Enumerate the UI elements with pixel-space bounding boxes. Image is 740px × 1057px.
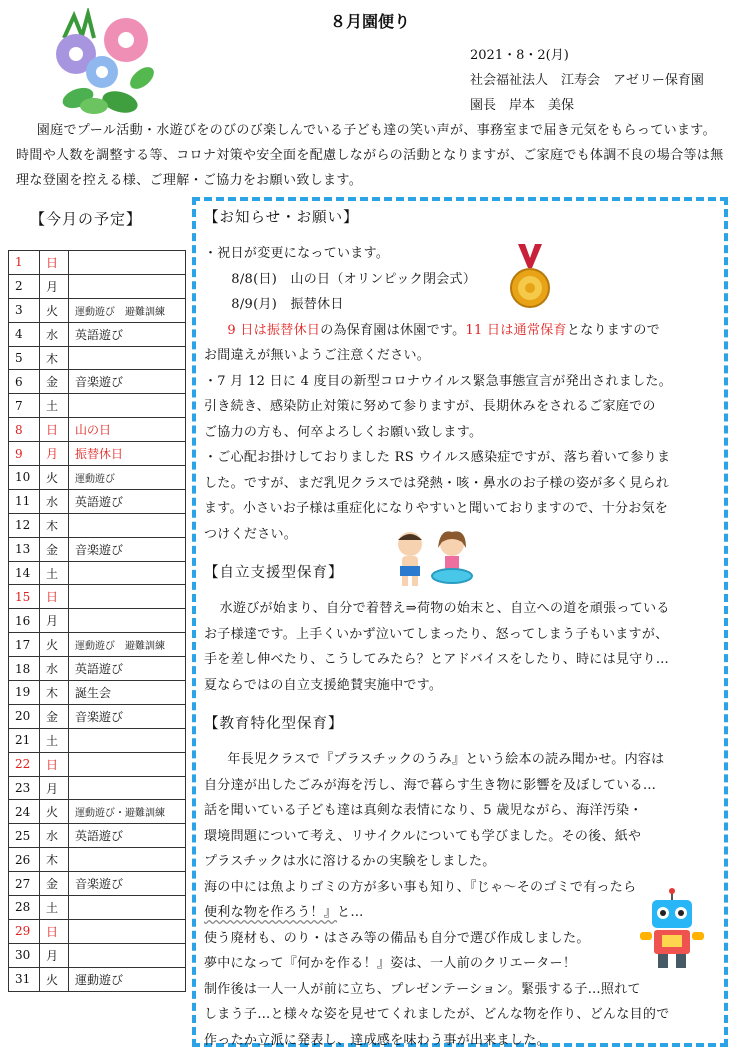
- schedule-weekday: 月: [40, 609, 69, 633]
- schedule-day: 25: [9, 824, 40, 848]
- schedule-event: [69, 561, 186, 585]
- schedule-weekday: 水: [40, 489, 69, 513]
- schedule-event: 運動遊び 避難訓練: [69, 633, 186, 657]
- schedule-day: 18: [9, 657, 40, 681]
- schedule-day: 21: [9, 728, 40, 752]
- schedule-event: [69, 919, 186, 943]
- schedule-weekday: 木: [40, 513, 69, 537]
- education-line: プラスチックは水に溶けるかの実験をしました。: [204, 854, 496, 869]
- schedule-weekday: 金: [40, 537, 69, 561]
- schedule-row: [9, 346, 186, 370]
- schedule-row: [9, 657, 186, 681]
- schedule-event: [69, 896, 186, 920]
- support-line: 水遊びが始まり、自分で着替え⇒荷物の始末と、自立への道を頑張っている: [219, 601, 670, 616]
- schedule-row: [9, 513, 186, 537]
- schedule-event: [69, 776, 186, 800]
- schedule-day: 17: [9, 633, 40, 657]
- schedule-row: [9, 681, 186, 705]
- schedule-event: [69, 609, 186, 633]
- schedule-row: [9, 322, 186, 346]
- schedule-row: [9, 585, 186, 609]
- schedule-weekday: 水: [40, 657, 69, 681]
- schedule-row: [9, 561, 186, 585]
- schedule-weekday: 日: [40, 418, 69, 442]
- header-info: [470, 43, 704, 118]
- schedule-weekday: 月: [40, 442, 69, 466]
- education-heading: 【教育特化型保育】: [204, 716, 344, 732]
- schedule-row: [9, 824, 186, 848]
- schedule-row: [9, 537, 186, 561]
- schedule-weekday: 木: [40, 346, 69, 370]
- schedule-event: [69, 394, 186, 418]
- schedule-weekday: 木: [40, 681, 69, 705]
- schedule-day: 8: [9, 418, 40, 442]
- schedule-row: [9, 704, 186, 728]
- schedule-event: 振替休日: [69, 442, 186, 466]
- schedule-event: 運動遊び 避難訓練: [69, 298, 186, 322]
- schedule-weekday: 月: [40, 776, 69, 800]
- schedule-row: [9, 848, 186, 872]
- notice-line: ・7 月 12 日に 4 度目の新型コロナウイルス緊急事態宣言が発出されました。: [204, 373, 672, 389]
- education-line: 話を聞いている子ども達は真剣な表情になり、5 歳児ながら、海洋汚染・: [204, 803, 643, 818]
- issue-date: 2021・8・2(月): [470, 48, 569, 63]
- schedule-event: 音楽遊び: [69, 370, 186, 394]
- schedule-day: 2: [9, 274, 40, 298]
- notice-line: 9 日は振替休日の為保育園は休園です。11 日は通常保育となりますので: [227, 322, 660, 338]
- schedule-row: [9, 442, 186, 466]
- schedule-weekday: 火: [40, 633, 69, 657]
- schedule-event: [69, 943, 186, 967]
- education-line: 環境問題について考え、リサイクルについても学びました。その後、紙や: [204, 828, 642, 844]
- schedule-weekday: 金: [40, 704, 69, 728]
- notice-heading: 【お知らせ・お願い】: [204, 210, 359, 226]
- schedule-event: 山の日: [69, 418, 186, 442]
- schedule-day: 6: [9, 370, 40, 394]
- schedule-row: [9, 943, 186, 967]
- schedule-weekday: 日: [40, 752, 69, 776]
- schedule-day: 23: [9, 776, 40, 800]
- education-line: 便利な物を作ろう！』と…: [204, 905, 364, 920]
- schedule-day: 28: [9, 896, 40, 920]
- schedule-row: [9, 800, 186, 824]
- schedule-event: [69, 274, 186, 298]
- schedule-event: 運動遊び: [69, 466, 186, 490]
- schedule-row: [9, 274, 186, 298]
- schedule-weekday: 木: [40, 848, 69, 872]
- schedule-row: [9, 251, 186, 275]
- education-line: 作ったか立派に発表し、達成感を味わう事が出来ました。: [204, 1032, 550, 1048]
- support-heading: 【自立支援型保育】: [204, 565, 344, 581]
- notice-line: 8/9(月) 振替休日: [231, 297, 344, 312]
- notice-content: [204, 204, 724, 1053]
- schedule-row: [9, 633, 186, 657]
- schedule-event: 運動遊び・避難訓練: [69, 800, 186, 824]
- schedule-row: [9, 298, 186, 322]
- schedule-row: [9, 752, 186, 776]
- education-line: 年長児クラスで『プラスチックのうみ』という絵本の読み聞かせ。内容は: [227, 752, 665, 767]
- schedule-day: 3: [9, 298, 40, 322]
- schedule-row: [9, 370, 186, 394]
- notice-line: ます。小さいお子様は重症化になりやすいと聞いておりますので、十分お気を: [204, 501, 669, 516]
- schedule-day: 9: [9, 442, 40, 466]
- schedule-weekday: 火: [40, 800, 69, 824]
- schedule-row: [9, 896, 186, 920]
- schedule-event: 英語遊び: [69, 824, 186, 848]
- education-line: しまう子…と様々な姿を見せてくれましたが、どんな物を作り、どんな目的で: [204, 1007, 670, 1022]
- support-line: 夏ならではの自立支援絶賛実施中です。: [204, 677, 443, 693]
- schedule-row: [9, 489, 186, 513]
- organization-name: 社会福祉法人 江寿会 アゼリー保育園: [470, 73, 704, 88]
- notice-line: お間違えが無いようご注意ください。: [204, 348, 431, 363]
- notice-line: 引き続き、感染防止対策に努めて参りますが、長期休みをされるご家庭での: [204, 399, 656, 414]
- schedule-weekday: 日: [40, 251, 69, 275]
- schedule-event: [69, 251, 186, 275]
- schedule-day: 15: [9, 585, 40, 609]
- schedule-event: 音楽遊び: [69, 704, 186, 728]
- schedule-weekday: 水: [40, 824, 69, 848]
- schedule-event: [69, 346, 186, 370]
- schedule-event: [69, 848, 186, 872]
- schedule-event: [69, 513, 186, 537]
- schedule-event: 音楽遊び: [69, 872, 186, 896]
- schedule-weekday: 金: [40, 872, 69, 896]
- schedule-day: 26: [9, 848, 40, 872]
- schedule-table: [8, 250, 186, 992]
- schedule-event: 英語遊び: [69, 489, 186, 513]
- notice-line: ご協力の方も、何卒よろしくお願い致します。: [204, 424, 483, 440]
- schedule-day: 24: [9, 800, 40, 824]
- notice-line: ・ご心配お掛けしておりました RS ウイルス感染症ですが、落ち着いて参りま: [204, 450, 671, 465]
- schedule-day: 4: [9, 322, 40, 346]
- schedule-day: 12: [9, 513, 40, 537]
- schedule-weekday: 火: [40, 298, 69, 322]
- schedule-row: [9, 919, 186, 943]
- schedule-row: [9, 418, 186, 442]
- notice-line: 8/8(日) 山の日（オリンピック閉会式）: [231, 271, 477, 287]
- schedule-event: 運動遊び: [69, 967, 186, 991]
- schedule-weekday: 水: [40, 322, 69, 346]
- support-line: 手を差し伸べたり、こうしてみたら？とアドバイスをしたり、時には見守り…: [204, 652, 670, 667]
- schedule-weekday: 土: [40, 728, 69, 752]
- holiday-note: 9 日は振替休日: [227, 322, 321, 338]
- schedule-day: 27: [9, 872, 40, 896]
- schedule-weekday: 月: [40, 943, 69, 967]
- schedule-day: 11: [9, 489, 40, 513]
- schedule-day: 30: [9, 943, 40, 967]
- education-line: 海の中には魚よりゴミの方が多い事も知り、『じゃ～そのゴミで有ったら: [204, 879, 637, 895]
- schedule-row: [9, 872, 186, 896]
- schedule-weekday: 土: [40, 394, 69, 418]
- schedule-day: 5: [9, 346, 40, 370]
- schedule-weekday: 土: [40, 896, 69, 920]
- education-line: 使う廃材も、のり・はさみ等の備品も自分で選び作成しました。: [204, 930, 590, 946]
- notice-line: した。ですが、まだ乳児クラスでは発熱・咳・鼻水のお子様の姿が多く見られ: [204, 475, 670, 491]
- schedule-weekday: 土: [40, 561, 69, 585]
- schedule-event: [69, 728, 186, 752]
- support-line: お子様達です。上手くいかず泣いてしまったり、怒ってしまう子もいますが、: [204, 626, 669, 642]
- notice-line: つけください。: [204, 526, 298, 542]
- schedule-event: [69, 585, 186, 609]
- schedule-row: [9, 466, 186, 490]
- schedule-weekday: 火: [40, 967, 69, 991]
- schedule-event: [69, 752, 186, 776]
- schedule-weekday: 金: [40, 370, 69, 394]
- schedule-day: 16: [9, 609, 40, 633]
- page-title: ８月園便り: [329, 12, 410, 31]
- schedule-event: 英語遊び: [69, 657, 186, 681]
- schedule-row: [9, 609, 186, 633]
- schedule-day: 7: [9, 394, 40, 418]
- schedule-weekday: 月: [40, 274, 69, 298]
- education-line: 自分達が出したごみが海を汚し、海で暮らす生き物に影響を及ぼしている…: [204, 777, 657, 793]
- schedule-day: 29: [9, 919, 40, 943]
- schedule-weekday: 日: [40, 585, 69, 609]
- education-line: 夢中になって『何かを作る！』姿は、一人前のクリエーター！: [204, 956, 577, 971]
- schedule-event: 誕生会: [69, 681, 186, 705]
- schedule-day: 1: [9, 251, 40, 275]
- education-line: 制作後は一人一人が前に立ち、プレゼンテーション。緊張する子…照れて: [204, 981, 641, 997]
- director-name: 園長 岸本 美保: [470, 98, 575, 113]
- schedule-title: 【今月の予定】: [30, 210, 143, 228]
- schedule-weekday: 火: [40, 466, 69, 490]
- schedule-day: 22: [9, 752, 40, 776]
- schedule-event: 音楽遊び: [69, 537, 186, 561]
- schedule-day: 19: [9, 681, 40, 705]
- schedule-row: [9, 394, 186, 418]
- schedule-day: 10: [9, 466, 40, 490]
- schedule-day: 31: [9, 967, 40, 991]
- intro-paragraph: 園庭でプール活動・水遊びをのびのび楽しんでいる子ども達の笑い声が、事務室まで届き元気をもらっています。時間や人数を調整する等、コロナ対策や安全面を配慮しながらの活動となりますが、ご家庭でも体調不良の場合等は無理な登園を控える様、ご理解・ご協力をお願い致します。: [16, 123, 724, 188]
- schedule-event: 英語遊び: [69, 322, 186, 346]
- notice-line: ・祝日が変更になっています。: [204, 246, 390, 261]
- schedule-row: [9, 776, 186, 800]
- schedule-day: 13: [9, 537, 40, 561]
- schedule-weekday: 日: [40, 919, 69, 943]
- schedule-day: 20: [9, 704, 40, 728]
- schedule-row: [9, 728, 186, 752]
- normal-care-note: 11 日は通常保育: [465, 322, 567, 338]
- schedule-row: [9, 967, 186, 991]
- morning-glory-illustration: [44, 8, 162, 118]
- schedule-day: 14: [9, 561, 40, 585]
